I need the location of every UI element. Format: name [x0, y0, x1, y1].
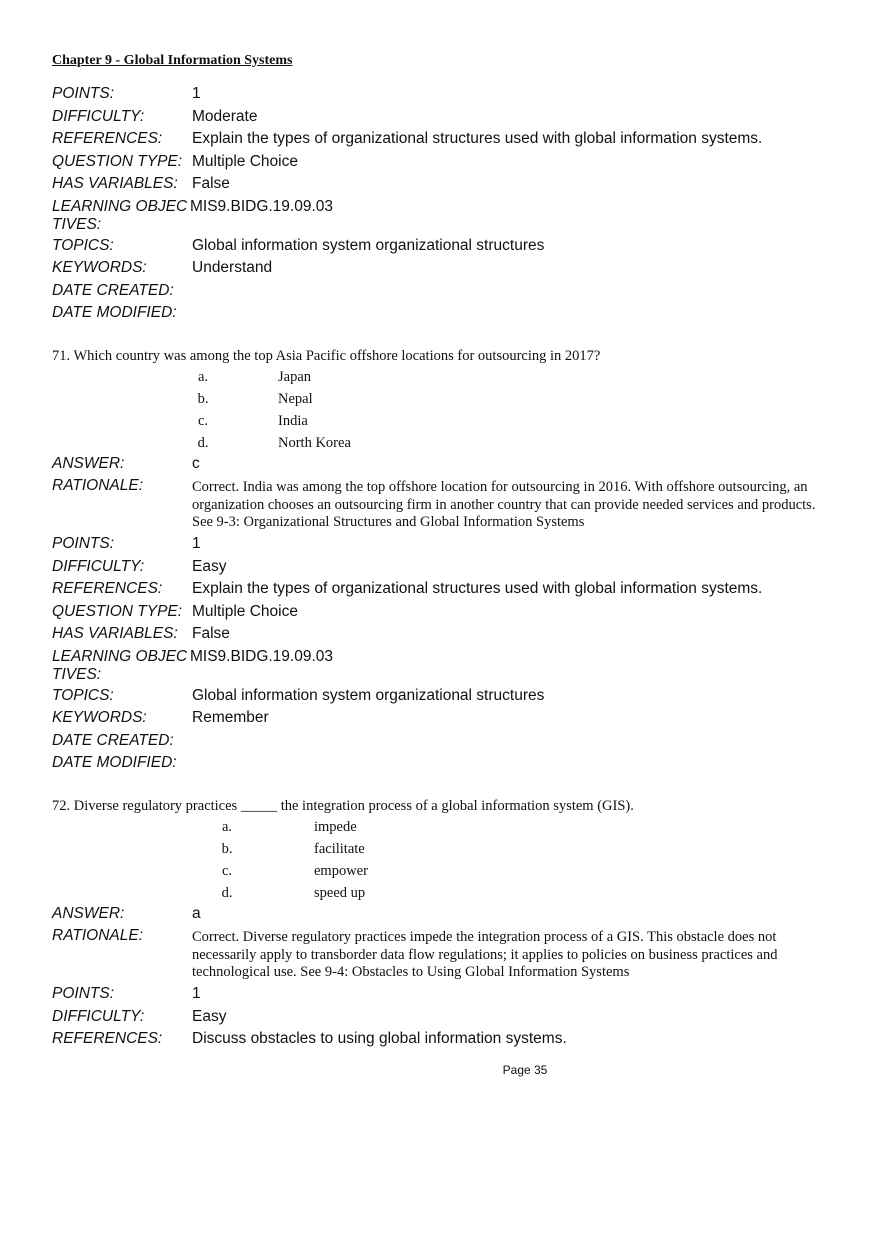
topics-row [52, 687, 832, 710]
keywords-value: Remember [192, 709, 269, 726]
question-text: 71. Which country was among the top Asia Pacific offshore locations for outsourcing in 2017? [52, 347, 601, 364]
points-value: 1 [192, 985, 201, 1002]
rationale-value: Correct. India was among the top offshore location for outsourcing in 2016. With offshore outsourcing, an organization chooses an outsourcing firm in another country that can provide needed services and products. See 9-3: Organizational Structures and Global Information Systems [192, 479, 816, 530]
learning-objectives-row [52, 198, 832, 237]
references-label: REFERENCES: [52, 130, 163, 147]
difficulty-value: Easy [192, 1007, 227, 1025]
difficulty-label: DIFFICULTY: [52, 107, 145, 125]
keywords-row [52, 709, 832, 732]
choice-d [52, 883, 832, 905]
page-number: Page 35 [502, 1063, 548, 1077]
has-variables-label: HAS VARIABLES: [52, 175, 178, 192]
date-modified-label: DATE MODIFIED: [52, 754, 177, 771]
learning-objectives-label: LEARNING OBJECTIVES: [52, 647, 188, 683]
topics-value: Global information system organizational structures [192, 686, 545, 704]
references-row [52, 130, 832, 153]
choice-text: Nepal [278, 390, 313, 407]
choice-letter: c. [221, 862, 233, 879]
points-row [52, 85, 832, 108]
choice-c [52, 861, 832, 883]
choice-text: Japan [278, 368, 312, 385]
learning-objectives-value: MIS9.BIDG.19.09.03 [190, 197, 334, 215]
answer-row [52, 905, 832, 928]
points-value: 1 [192, 85, 201, 102]
question-type-row [52, 153, 832, 176]
choice-text: India [278, 412, 308, 429]
answer-value: a [192, 904, 201, 922]
choice-c [52, 411, 832, 433]
choice-text: North Korea [278, 434, 351, 451]
references-label: REFERENCES: [52, 1030, 163, 1047]
metadata-block-prev [52, 85, 832, 327]
keywords-value: Understand [192, 259, 273, 276]
question-type-label: QUESTION TYPE: [52, 152, 183, 170]
choice-a [52, 367, 832, 389]
points-row [52, 985, 832, 1008]
rationale-row [52, 927, 832, 985]
date-modified-row [52, 754, 832, 777]
difficulty-label: DIFFICULTY: [52, 1007, 145, 1025]
rationale-label: RATIONALE: [52, 927, 144, 944]
choice-list [52, 367, 832, 455]
topics-label: TOPICS: [52, 686, 114, 704]
answer-label: ANSWER: [52, 454, 125, 472]
references-label: REFERENCES: [52, 580, 163, 597]
choice-letter: c. [197, 412, 209, 429]
choice-letter: d. [197, 434, 209, 451]
references-row [52, 1030, 832, 1053]
has-variables-row [52, 625, 832, 648]
date-created-row [52, 732, 832, 755]
choice-list [52, 817, 832, 905]
has-variables-value: False [192, 625, 230, 642]
has-variables-value: False [192, 175, 230, 192]
topics-value: Global information system organizational structures [192, 236, 545, 254]
references-value: Explain the types of organizational structures used with global information systems. [192, 580, 763, 597]
has-variables-label: HAS VARIABLES: [52, 625, 178, 642]
rationale-row [52, 477, 832, 535]
points-row [52, 535, 832, 558]
difficulty-row [52, 108, 832, 131]
keywords-label: KEYWORDS: [52, 259, 147, 276]
difficulty-label: DIFFICULTY: [52, 557, 145, 575]
choice-text: impede [314, 818, 357, 835]
choice-text: facilitate [314, 840, 365, 857]
difficulty-row [52, 1008, 832, 1031]
choice-letter: b. [197, 390, 209, 407]
points-label: POINTS: [52, 85, 115, 102]
question-type-row [52, 603, 832, 626]
difficulty-value: Moderate [192, 107, 258, 125]
rationale-value: Correct. Diverse regulatory practices impede the integration process of a GIS. This obstacle does not necessarily apply to transborder data flow regulations; it applies to policies on business practices and technological use. See 9-4: Obstacles to Using Global Information Systems [192, 929, 778, 980]
answer-label: ANSWER: [52, 904, 125, 922]
date-created-label: DATE CREATED: [52, 281, 174, 299]
chapter-title: Chapter 9 - Global Information Systems [52, 53, 293, 68]
keywords-label: KEYWORDS: [52, 709, 147, 726]
choice-b [52, 389, 832, 411]
topics-label: TOPICS: [52, 236, 114, 254]
question-type-label: QUESTION TYPE: [52, 602, 183, 620]
learning-objectives-value: MIS9.BIDG.19.09.03 [190, 647, 334, 665]
choice-letter: a. [221, 818, 233, 835]
date-created-row [52, 282, 832, 305]
question-type-value: Multiple Choice [192, 152, 298, 170]
points-label: POINTS: [52, 535, 115, 552]
keywords-row [52, 259, 832, 282]
question-type-value: Multiple Choice [192, 602, 298, 620]
topics-row [52, 237, 832, 260]
has-variables-row [52, 175, 832, 198]
choice-text: empower [314, 862, 368, 879]
references-row [52, 580, 832, 603]
question-72 [52, 797, 832, 1053]
references-value: Discuss obstacles to using global information systems. [192, 1030, 567, 1047]
choice-letter: b. [221, 840, 233, 857]
learning-objectives-label: LEARNING OBJECTIVES: [52, 197, 188, 233]
points-label: POINTS: [52, 985, 115, 1002]
difficulty-value: Easy [192, 557, 227, 575]
choice-letter: d. [221, 884, 233, 901]
points-value: 1 [192, 535, 201, 552]
question-text: 72. Diverse regulatory practices _____ the integration process of a global information system (GIS). [52, 797, 634, 814]
references-value: Explain the types of organizational structures used with global information systems. [192, 130, 763, 147]
answer-value: c [192, 454, 200, 472]
choice-text: speed up [314, 884, 366, 901]
learning-objectives-row [52, 648, 832, 687]
choice-letter: a. [197, 368, 209, 385]
difficulty-row [52, 558, 832, 581]
date-created-label: DATE CREATED: [52, 731, 174, 749]
date-modified-row [52, 304, 832, 327]
rationale-label: RATIONALE: [52, 477, 144, 494]
date-modified-label: DATE MODIFIED: [52, 304, 177, 321]
choice-b [52, 839, 832, 861]
answer-row [52, 455, 832, 478]
choice-a [52, 817, 832, 839]
question-71 [52, 347, 832, 777]
document-page [52, 50, 832, 1053]
choice-d [52, 433, 832, 455]
